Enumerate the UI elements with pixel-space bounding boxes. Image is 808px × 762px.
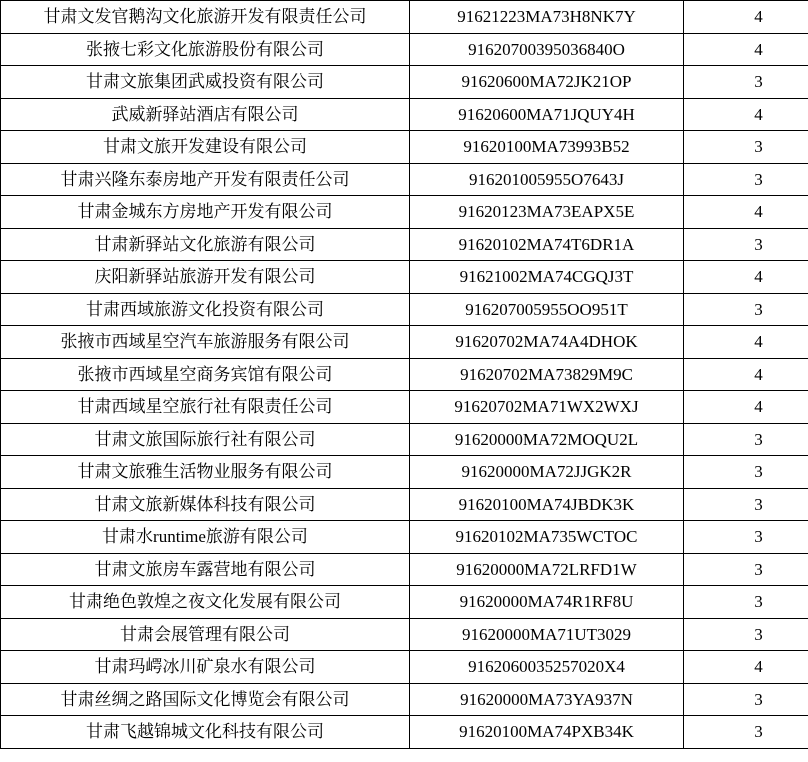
table-row — [1, 1, 808, 34]
table-row — [1, 261, 808, 294]
table-row — [1, 618, 808, 651]
cell-credit-code[interactable]: 91620102MA735WCTOC — [410, 521, 684, 554]
cell-credit-code[interactable]: 91620700395036840O — [410, 33, 684, 66]
cell-count[interactable]: 3 — [684, 293, 808, 326]
cell-company-name[interactable]: 甘肃新驿站文化旅游有限公司 — [1, 228, 410, 261]
cell-company-name[interactable]: 甘肃丝绸之路国际文化博览会有限公司 — [1, 683, 410, 716]
table-row — [1, 456, 808, 489]
table-row — [1, 196, 808, 229]
cell-count[interactable]: 4 — [684, 98, 808, 131]
cell-credit-code[interactable]: 91621002MA74CGQJ3T — [410, 261, 684, 294]
cell-count[interactable]: 3 — [684, 488, 808, 521]
cell-credit-code[interactable]: 916207005955OO951T — [410, 293, 684, 326]
cell-credit-code[interactable]: 91620000MA72MOQU2L — [410, 423, 684, 456]
cell-credit-code[interactable]: 91620000MA72LRFD1W — [410, 553, 684, 586]
cell-credit-code[interactable]: 916201005955O7643J — [410, 163, 684, 196]
cell-credit-code[interactable]: 91620600MA72JK21OP — [410, 66, 684, 99]
cell-count[interactable]: 4 — [684, 261, 808, 294]
cell-count[interactable]: 3 — [684, 716, 808, 749]
cell-count[interactable]: 3 — [684, 456, 808, 489]
cell-count[interactable]: 3 — [684, 66, 808, 99]
cell-count[interactable]: 3 — [684, 163, 808, 196]
cell-company-name[interactable]: 甘肃兴隆东泰房地产开发有限责任公司 — [1, 163, 410, 196]
cell-credit-code[interactable]: 91620100MA74JBDK3K — [410, 488, 684, 521]
cell-credit-code[interactable]: 91620102MA74T6DR1A — [410, 228, 684, 261]
cell-count[interactable]: 3 — [684, 618, 808, 651]
cell-credit-code[interactable]: 91620000MA73YA937N — [410, 683, 684, 716]
cell-credit-code[interactable]: 91620702MA73829M9C — [410, 358, 684, 391]
cell-count[interactable]: 4 — [684, 391, 808, 424]
cell-company-name[interactable]: 甘肃文旅新媒体科技有限公司 — [1, 488, 410, 521]
cell-company-name[interactable]: 甘肃飞越锦城文化科技有限公司 — [1, 716, 410, 749]
cell-count[interactable]: 4 — [684, 651, 808, 684]
cell-company-name[interactable]: 甘肃文旅开发建设有限公司 — [1, 131, 410, 164]
table-row — [1, 488, 808, 521]
table-row — [1, 391, 808, 424]
cell-count[interactable]: 4 — [684, 358, 808, 391]
table-row — [1, 33, 808, 66]
cell-credit-code[interactable]: 91620702MA74A4DHOK — [410, 326, 684, 359]
table-row — [1, 66, 808, 99]
cell-count[interactable]: 3 — [684, 423, 808, 456]
cell-credit-code[interactable]: 91620600MA71JQUY4H — [410, 98, 684, 131]
table-row — [1, 131, 808, 164]
table-row — [1, 228, 808, 261]
cell-count[interactable]: 3 — [684, 521, 808, 554]
cell-company-name[interactable]: 甘肃文旅集团武威投资有限公司 — [1, 66, 410, 99]
cell-company-name[interactable]: 甘肃文旅房车露营地有限公司 — [1, 553, 410, 586]
cell-count[interactable]: 4 — [684, 1, 808, 34]
table-row — [1, 683, 808, 716]
table-body — [1, 1, 808, 749]
cell-company-name[interactable]: 甘肃会展管理有限公司 — [1, 618, 410, 651]
cell-company-name[interactable]: 武威新驿站酒店有限公司 — [1, 98, 410, 131]
cell-company-name[interactable]: 张掖市西域星空商务宾馆有限公司 — [1, 358, 410, 391]
cell-credit-code[interactable]: 91620000MA71UT3029 — [410, 618, 684, 651]
cell-count[interactable]: 4 — [684, 326, 808, 359]
cell-company-name[interactable]: 甘肃金城东方房地产开发有限公司 — [1, 196, 410, 229]
cell-company-name[interactable]: 甘肃玛崿冰川矿泉水有限公司 — [1, 651, 410, 684]
cell-credit-code[interactable]: 91620123MA73EAPX5E — [410, 196, 684, 229]
cell-count[interactable]: 3 — [684, 683, 808, 716]
cell-credit-code[interactable]: 91620100MA73993B52 — [410, 131, 684, 164]
cell-credit-code[interactable]: 9162060035257020X4 — [410, 651, 684, 684]
cell-company-name[interactable]: 甘肃文旅雅生活物业服务有限公司 — [1, 456, 410, 489]
cell-company-name[interactable]: 甘肃绝色敦煌之夜文化发展有限公司 — [1, 586, 410, 619]
cell-count[interactable]: 3 — [684, 228, 808, 261]
cell-company-name[interactable]: 庆阳新驿站旅游开发有限公司 — [1, 261, 410, 294]
table-row — [1, 98, 808, 131]
cell-company-name[interactable]: 甘肃文发官鹅沟文化旅游开发有限责任公司 — [1, 1, 410, 34]
cell-company-name[interactable]: 甘肃西域星空旅行社有限责任公司 — [1, 391, 410, 424]
cell-company-name[interactable]: 甘肃文旅国际旅行社有限公司 — [1, 423, 410, 456]
cell-count[interactable]: 4 — [684, 33, 808, 66]
cell-count[interactable]: 4 — [684, 196, 808, 229]
cell-credit-code[interactable]: 91620000MA72JJGK2R — [410, 456, 684, 489]
table-row — [1, 521, 808, 554]
table-row — [1, 358, 808, 391]
cell-company-name[interactable]: 甘肃水runtime旅游有限公司 — [1, 521, 410, 554]
cell-credit-code[interactable]: 91620000MA74R1RF8U — [410, 586, 684, 619]
table-row — [1, 423, 808, 456]
table-row — [1, 553, 808, 586]
table-row — [1, 586, 808, 619]
table-row — [1, 651, 808, 684]
table-row — [1, 716, 808, 749]
cell-company-name[interactable]: 张掖七彩文化旅游股份有限公司 — [1, 33, 410, 66]
cell-credit-code[interactable]: 91620100MA74PXB34K — [410, 716, 684, 749]
cell-company-name[interactable]: 张掖市西域星空汽车旅游服务有限公司 — [1, 326, 410, 359]
table-row — [1, 326, 808, 359]
cell-credit-code[interactable]: 91620702MA71WX2WXJ — [410, 391, 684, 424]
cell-company-name[interactable]: 甘肃西域旅游文化投资有限公司 — [1, 293, 410, 326]
cell-count[interactable]: 3 — [684, 131, 808, 164]
cell-credit-code[interactable]: 91621223MA73H8NK7Y — [410, 1, 684, 34]
table-row — [1, 163, 808, 196]
cell-count[interactable]: 3 — [684, 553, 808, 586]
cell-count[interactable]: 3 — [684, 586, 808, 619]
table-row — [1, 293, 808, 326]
